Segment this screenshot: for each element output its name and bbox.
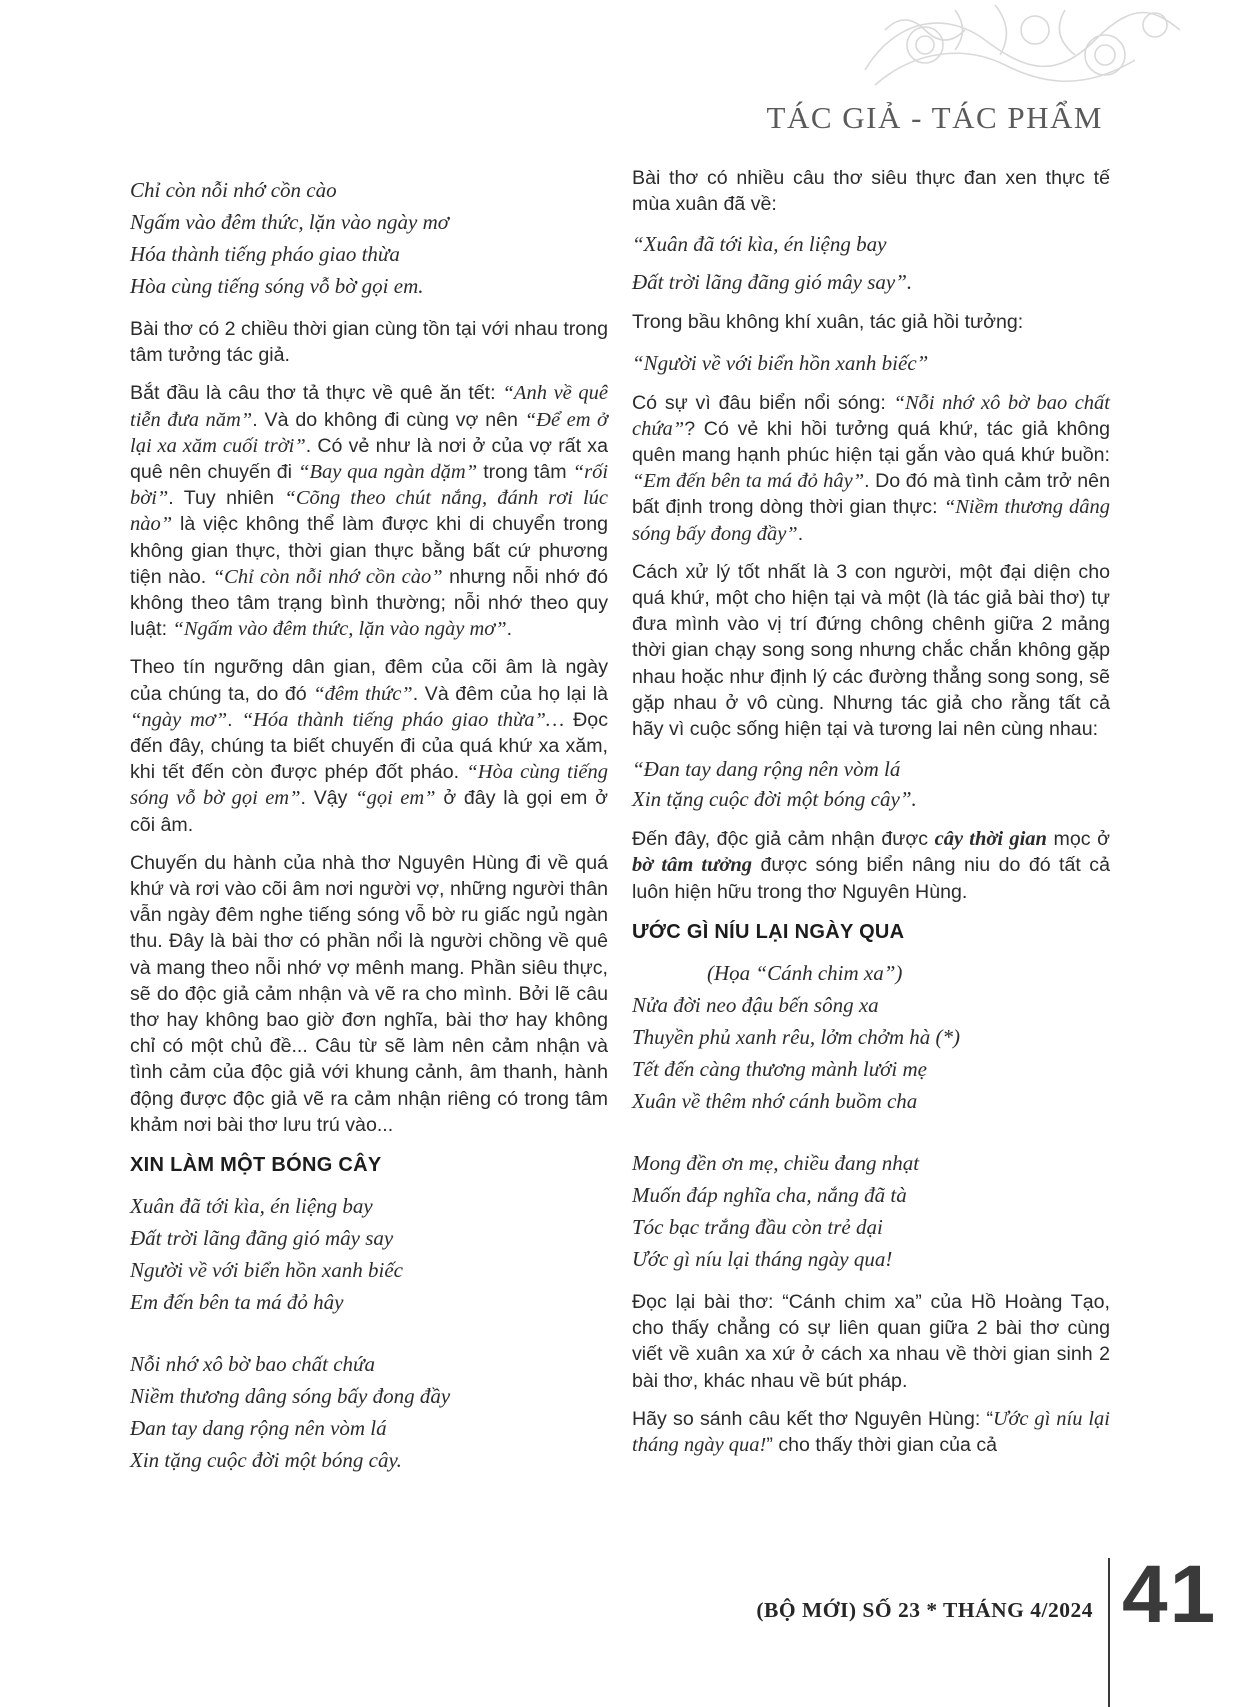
text-run: . Có vẻ như là nơi ở của vợ rất xa quê nên chuyến đi (130, 434, 609, 484)
text-run: được sóng biển nâng niu do đó tất cả luôn hiện hữu trong thơ Nguyên Hùng. (632, 854, 1110, 903)
paragraph: Chuyến du hành của nhà thơ Nguyên Hùng đi về quá khứ và rơi vào cõi âm nơi người vợ, những người thân vẫn ngày đêm nghe tiếng sóng vỗ bờ ru giấc ngủ ngàn thu. Đây là bài thơ có phần nổi là người chồng về quê và mang theo nỗi nhớ vợ mênh mang. Phần siêu thực, sẽ do độc giả cảm nhận và vẽ ra cho mình. Bởi lẽ câu thơ hay không bao giờ đơn nghĩa, bài thơ hay không chỉ có một chủ đề... Câu từ sẽ làm nên cảm nhận và tình cảm của độc giả với khung cảnh, âm thanh, hành động được độc giả vẽ ra cảm nhận riêng có trong tâm khảm nơi bài thơ lưu trú vào... (130, 851, 608, 1136)
text-run: Hãy so sánh câu kết thơ Nguyên Hùng: “ (632, 1407, 994, 1430)
inline-quote: “ngày mơ” (130, 708, 228, 731)
poem-line: Xin tặng cuộc đời một bóng cây. (130, 1448, 402, 1473)
poem (130, 1190, 608, 1476)
stanza-gap (632, 1117, 1110, 1147)
poem-line: Đất trời lãng đãng gió mây say (130, 1226, 394, 1251)
issue-label: (BỘ MỚI) SỐ 23 * THÁNG 4/2024 (756, 1598, 1093, 1622)
paragraph (632, 390, 1110, 547)
inline-quote: “Em đến bên ta má đỏ hây” (632, 470, 865, 493)
text-run: . (797, 522, 804, 545)
inline-quote: “Hóa thành tiếng pháo giao thừa”… (241, 708, 565, 731)
text-run: Theo tín ngưỡng dân gian, đêm của cõi âm là ngày của chúng ta, do đó (130, 656, 608, 705)
inline-quote: “Bay qua ngàn dặm” (298, 461, 478, 484)
poem-heading: ƯỚC GÌ NÍU LẠI NGÀY QUA (632, 920, 905, 943)
poem-line: Xuân về thêm nhớ cánh buồm cha (632, 1089, 918, 1114)
text-run: . Vậy (300, 787, 356, 810)
right-column (632, 165, 1110, 1470)
poem-line: Chỉ còn nỗi nhớ cồn cào (130, 178, 337, 202)
poem-line: Hóa thành tiếng pháo giao thừa (130, 242, 400, 266)
text-run: . Tuy nhiên (168, 487, 285, 510)
quote-line: “Đan tay dang rộng nên vòm lá (632, 757, 901, 782)
text-run: . Và do không đi cùng vợ nên (252, 408, 525, 431)
inline-quote: “Hòa cùng tiếng sóng vỗ bờ gọi em” (130, 761, 609, 810)
paragraph (130, 380, 608, 642)
quote (632, 229, 1110, 297)
paragraph (130, 654, 608, 837)
paragraph (632, 1406, 1110, 1458)
text-run: . (506, 618, 513, 641)
poem-line: Đan tay dang rộng nên vòm lá (130, 1416, 387, 1441)
paragraph (632, 826, 1110, 905)
emphasis: cây thời gian (934, 828, 1047, 851)
poem-line: Mong đền ơn mẹ, chiều đang nhạt (632, 1151, 920, 1176)
inline-quote: “gọi em” (355, 787, 436, 810)
quote-line: Đất trời lãng đãng gió mây say”. (632, 270, 913, 295)
poem-line: Người về với biển hồn xanh biếc (130, 1258, 403, 1283)
text-run: ở đây là gọi em ở cõi âm. (130, 787, 608, 836)
inline-quote: “Niềm thương dâng sóng bấy đong đầy” (632, 496, 1110, 545)
text-run: nhưng nỗi nhớ đó không theo tâm trạng bình thường; nỗi nhớ theo quy luật: (130, 565, 608, 641)
text-run: mọc ở (1046, 828, 1110, 851)
left-column (130, 174, 608, 1490)
section-title: TÁC GIẢ - TÁC PHẨM (766, 100, 1103, 135)
stanza-gap (130, 1318, 608, 1348)
text-run: trong tâm (477, 461, 573, 484)
emphasis: bờ tâm tưởng (632, 854, 753, 877)
inline-quote: “Để em ở lại xa xăm cuối trời” (130, 408, 608, 457)
paragraph: Bài thơ có 2 chiều thời gian cùng tồn tại với nhau trong tâm tưởng tác giả. (130, 318, 608, 367)
poem-line: Nỗi nhớ xô bờ bao chất chứa (130, 1352, 376, 1377)
quote-line: Xin tặng cuộc đời một bóng cây”. (632, 787, 917, 812)
inline-quote: “Cõng theo chút nắng, đánh rơi lúc nào” (130, 487, 608, 536)
inline-quote: “Anh về quê tiễn đưa năm” (130, 382, 608, 431)
quote-line: “Xuân đã tới kìa, én liệng bay (632, 232, 887, 257)
inline-quote: “Nỗi nhớ xô bờ bao chất chứa” (632, 391, 1110, 440)
paragraph: Cách xử lý tốt nhất là 3 con người, một đại diện cho quá khứ, một cho hiện tại và một (là tác giả bài thơ) tự đưa mình vào vị trí đứng chông chênh giữa 2 mảng thời gian chạy song song nhưng chắc chắn không gặp nhau hoặc như định lý các đường thẳng song song, sẽ gặp nhau ở vô cùng. Nhưng tác giả cho rằng tất cả hãy vì cuộc sống hiện tại và tương lai nên cùng nhau: (632, 560, 1110, 741)
poem-line: Nửa đời neo đậu bến sông xa (632, 993, 879, 1018)
inline-quote: “rối bời” (130, 461, 609, 510)
poem-line: Muốn đáp nghĩa cha, nắng đã tà (632, 1183, 907, 1208)
poem-line: Ước gì níu lại tháng ngày qua! (632, 1247, 893, 1272)
poem-subtitle: (Họa “Cánh chim xa”) (707, 961, 903, 986)
poem-line: Thuyền phủ xanh rêu, lởm chởm hà (*) (632, 1025, 961, 1050)
header-ornament (855, 0, 1185, 95)
poem-excerpt (130, 174, 608, 302)
text-run: Đến đây, độc giả cảm nhận được (632, 828, 935, 851)
poem-line: Hòa cùng tiếng sóng vỗ bờ gọi em. (130, 274, 424, 298)
poem-line: Tết đến càng thương mành lưới mẹ (632, 1057, 927, 1082)
paragraph: Bài thơ có nhiều câu thơ siêu thực đan xen thực tế mùa xuân đã về: (632, 167, 1110, 216)
footer-divider (1108, 1558, 1110, 1707)
poem-heading: XIN LÀM MỘT BÓNG CÂY (130, 1154, 382, 1177)
page-number: 41 (1122, 1549, 1218, 1640)
text-run: ” cho thấy thời gian của cả (766, 1434, 998, 1457)
poem-line: Ngấm vào đêm thức, lặn vào ngày mơ (130, 210, 449, 234)
quote: “Người về với biển hồn xanh biếc” (632, 350, 929, 375)
text-run: Bắt đầu là câu thơ tả thực về quê ăn tết: (130, 382, 503, 405)
poem-line: Tóc bạc trắng đầu còn trẻ dại (632, 1215, 883, 1240)
quote (632, 754, 1110, 814)
inline-quote: “Chỉ còn nỗi nhớ cồn cào” (212, 565, 443, 588)
text-run: ? Có vẻ khi hồi tưởng quá khứ, tác giả không quên mang hạnh phúc hiện tại gắn vào quá khứ buồn: (632, 417, 1110, 467)
text-run: là việc không thể làm được khi di chuyển trong không gian thực, thời gian thực bằng bất cứ phương tiện nào. (130, 513, 608, 588)
poem (632, 957, 1110, 1275)
inline-quote: Ước gì níu lại tháng ngày qua! (632, 1407, 1111, 1457)
poem-line: Xuân đã tới kìa, én liệng bay (130, 1194, 373, 1219)
text-run: Có sự vì đâu biển nổi sóng: (632, 391, 894, 414)
text-run: . Và đêm của họ lại là (412, 682, 608, 705)
text-run: . (227, 708, 242, 731)
text-run: . Do đó mà tình cảm trở nên bất định trong dòng thời gian thực: (632, 470, 1110, 519)
paragraph: Trong bầu không khí xuân, tác giả hồi tưởng: (632, 311, 1024, 334)
inline-quote: “đêm thức” (313, 682, 413, 705)
paragraph: Đọc lại bài thơ: “Cánh chim xa” của Hồ Hoàng Tạo, cho thấy chẳng có sự liên quan giữa 2 bài thơ cùng viết về xuân xa xứ ở cách xa nhau về thời gian sinh 2 bài thơ, khác nhau về bút pháp. (632, 1291, 1110, 1392)
inline-quote: “Ngấm vào đêm thức, lặn vào ngày mơ” (172, 618, 507, 641)
poem-line: Niềm thương dâng sóng bấy đong đầy (130, 1384, 451, 1409)
poem-line: Em đến bên ta má đỏ hây (130, 1290, 344, 1315)
text-run: Đọc đến đây, chúng ta biết chuyến đi của quá khứ xa xăm, khi tết đến còn được phép đốt pháo. (130, 708, 608, 784)
